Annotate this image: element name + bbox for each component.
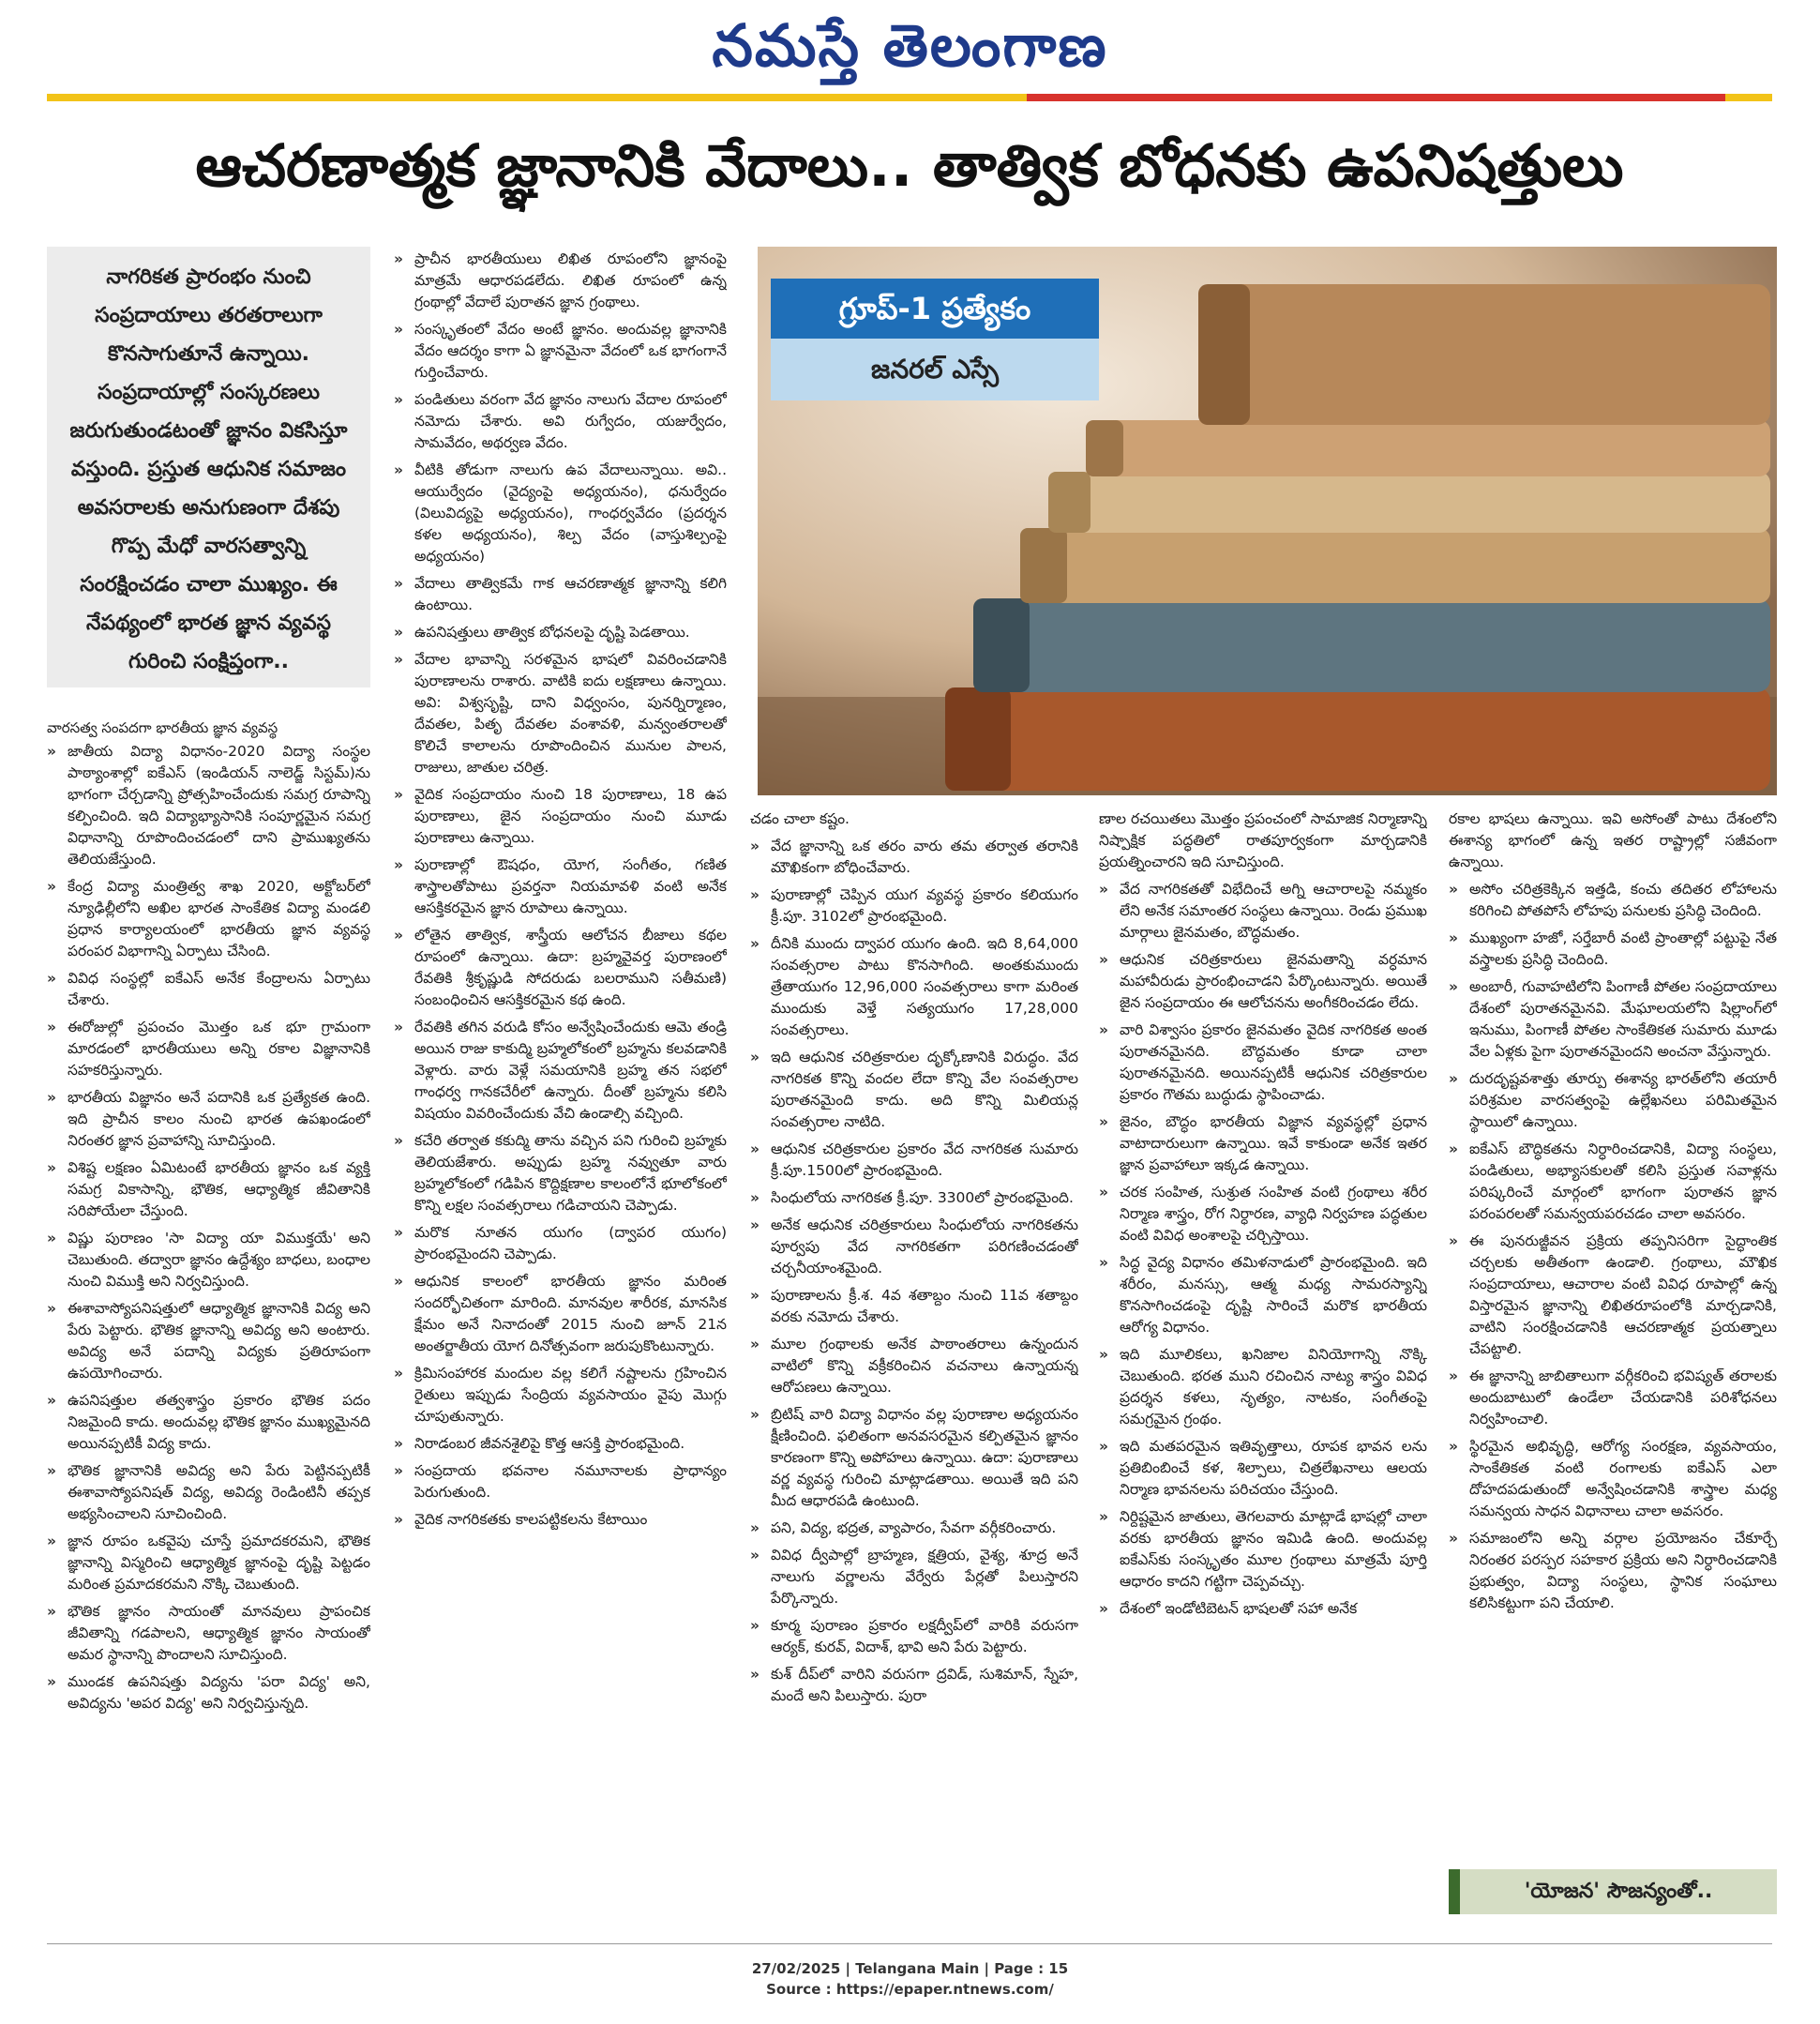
paragraph bbox=[1099, 1020, 1427, 1106]
bullet-icon: » bbox=[1449, 1070, 1459, 1087]
paragraph bbox=[1099, 949, 1427, 1014]
paragraph-text: సంస్కృతంలో వేదం అంటే జ్ఞానం. అందువల్ల జ్ఞానానికి వేదం ఆదర్శం కాగా ఏ జ్ఞానమైనా వేదంలో ఒక భాగంగానే గుర్తించేవారు. bbox=[414, 321, 727, 381]
paragraph-text: జ్ఞాన రూపం ఒకవైపు చూస్తే ప్రమాదకరమని, భౌతిక జ్ఞానాన్ని విస్మరించి ఆధ్యాత్మిక జ్ఞానంపై దృష్టి పెట్టడం మరింత ప్రమాదకరమని నొక్కి చెబుతుంది. bbox=[68, 1533, 370, 1593]
bullet-icon: » bbox=[47, 1392, 57, 1409]
paragraph bbox=[394, 249, 727, 313]
bullet-icon: » bbox=[394, 1224, 404, 1241]
paragraph-text: లోతైన తాత్విక, శాస్త్రీయ ఆలోచన బీజాలు కథల రూపంలో ఉన్నాయి. ఉదా: బ్రహ్మవైవర్త పురాణంలో రేవతికి శ్రీకృష్ణుడి సోదరుడు బలరాముని సతీమణి) సంబంధించిన ఆసక్తికరమైన కథ ఉంది. bbox=[414, 927, 727, 1008]
bullet-icon: » bbox=[47, 1673, 57, 1690]
bullet-icon: » bbox=[47, 970, 57, 987]
bullet-icon: » bbox=[1099, 1021, 1109, 1038]
paragraph bbox=[47, 1228, 370, 1292]
bullet-icon: » bbox=[1449, 1438, 1459, 1455]
special-badge bbox=[771, 279, 1099, 400]
bullet-icon: » bbox=[394, 250, 404, 267]
bullet-icon: » bbox=[47, 1159, 57, 1176]
paragraph-text: వేదాలు తాత్వికమే గాక ఆచరణాత్మక జ్ఞానాన్ని కలిగి ఉంటాయి. bbox=[414, 575, 727, 613]
section-title: వారసత్వ సంపదగా భారతీయ జ్ఞాన వ్యవస్థ bbox=[47, 719, 278, 736]
paragraph-text: అసోం చరిత్రకెక్కిన ఇత్తడి, కంచు తదితర లోహాలను కరిగించి పోతపోసే లోహపు పనులకు ప్రసిద్ధి చెందింది. bbox=[1469, 881, 1777, 919]
paragraph-text: భారతీయ విజ్ఞానం అనే పదానికి ఒక ప్రత్యేకత ఉంది. ఇది ప్రాచీన కాలం నుంచి భారత ఉపఖండంలో నిరంతర జ్ఞాన ప్రవాహాన్ని సూచిస్తుంది. bbox=[68, 1089, 370, 1149]
paragraph-text: సంప్రదాయ భవనాల నమూనాలకు ప్రాధాన్యం పెరుగుతుంది. bbox=[414, 1462, 727, 1501]
paragraph bbox=[47, 741, 370, 870]
paragraph-text: ముఖ్యంగా హజో, సర్తేబారీ వంటి ప్రాంతాల్లో పట్టుపై నేత వస్త్రాలకు ప్రసిద్ధి చెందింది. bbox=[1469, 929, 1777, 968]
paragraph-text: వేదాల భావాన్ని సరళమైన భాషలో వివరించడానికి పురాణాలను రాశారు. వాటికి ఐదు లక్షణాలు ఉన్నాయి. అవి: విశ్వసృష్టి, దాని విధ్వంసం, పునర్నిర్మాణం, దేవతల, పితృ దేవతల వంశావళి, మన్వంతరాలతో కొలిచే కాలాలను రూపొందించిన మునుల పాలన, రాజులు, జాతుల చరిత్ర. bbox=[414, 651, 727, 776]
bullet-icon: » bbox=[1449, 1232, 1459, 1249]
paragraph bbox=[47, 1087, 370, 1152]
paragraph bbox=[1449, 1436, 1777, 1522]
paragraph-text: పురాణాలను క్రీ.శ. 4వ శతాబ్దం నుంచి 11వ శతాబ్దం వరకు నమోదు చేశారు. bbox=[771, 1287, 1078, 1325]
bullet-icon: » bbox=[1099, 1184, 1109, 1201]
paragraph-text: పని, విద్య, భద్రత, వ్యాపారం, సేవగా వర్గీకరించారు. bbox=[771, 1519, 1057, 1536]
paragraph-text: ఆధునిక చరిత్రకారులు జైనమతాన్ని వర్ధమాన మహావీరుడు ప్రారంభించాడని పేర్కొంటున్నారు. అయితే జైన సంప్రదాయం ఈ ఆలోచనను అంగీకరించడం లేదు. bbox=[1120, 951, 1427, 1011]
bullet-icon: » bbox=[47, 1230, 57, 1246]
paragraph-text: సిద్ధ వైద్య విధానం తమిళనాడులో ప్రారంభమైంది. ఇది శరీరం, మనస్సు, ఆత్మ మధ్య సామరస్యాన్ని కొనసాగించడంపై దృష్టి సారించే మరొక భారతీయ ఆరోగ్య విధానం. bbox=[1120, 1254, 1427, 1336]
bullet-icon: » bbox=[1099, 881, 1109, 898]
paragraph-text: దీనికి ముందు ద్వాపర యుగం ఉంది. ఇది 8,64,000 సంవత్సరాల పాటు కొనసాగింది. అంతకుముందు త్రేతాయుగం 12,96,000 సంవత్సరాలు కాగా మరింత ముందుకు వెళ్తే సత్యయుగం 17,28,000 సంవత్సరాలు. bbox=[771, 935, 1078, 1038]
paragraph bbox=[750, 1545, 1078, 1609]
paragraph bbox=[1099, 879, 1427, 944]
paragraph-text: ఈశావాస్యోపనిషత్తులో ఆధ్యాత్మిక జ్ఞానానికి విద్య అని పేరు పెట్టారు. భౌతిక జ్ఞానాన్ని అవిద్య అని అంటారు. అవిద్య అనే పదాన్ని విద్యకు ప్రతిరూపంగా ఉపయోగించారు. bbox=[68, 1300, 370, 1382]
paragraph-text: భౌతిక జ్ఞానం సాయంతో మానవులు ప్రాపంచిక జీవితాన్ని గడపాలని, ఆధ్యాత్మిక జ్ఞానం సాయంతో అమర స్థానాన్ని పొందాలని సూచిస్తుంది. bbox=[68, 1603, 370, 1663]
paragraph bbox=[394, 1271, 727, 1357]
paragraph bbox=[750, 1285, 1078, 1328]
paragraph bbox=[1449, 976, 1777, 1063]
paragraph bbox=[1449, 1231, 1777, 1360]
paragraph-text: ఉపనిషత్తులు తాత్విక బోధనలపై దృష్టి పెడతాయి. bbox=[414, 624, 690, 641]
paragraph-text: విష్ణు పురాణం 'సా విద్యా యా విముక్తయే' అని చెబుతుంది. తద్వారా జ్ఞానం ఉద్దేశ్యం బాధలు, బంధాల నుంచి విముక్తి అని నిర్వచిస్తుంది. bbox=[68, 1230, 370, 1290]
paragraph bbox=[394, 389, 727, 454]
paragraph-text: వేద జ్ఞానాన్ని ఒక తరం వారు తమ తర్వాత తరానికి మౌఖికంగా బోధించేవారు. bbox=[771, 838, 1078, 876]
paragraph bbox=[394, 1222, 727, 1265]
paragraph bbox=[394, 1017, 727, 1125]
credit-box: 'యోజన' సౌజన్యంతో.. bbox=[1449, 1869, 1777, 1914]
bullet-icon: » bbox=[1449, 881, 1459, 898]
paragraph bbox=[750, 808, 1078, 830]
paragraph bbox=[1449, 1528, 1777, 1614]
bullet-icon: » bbox=[1099, 1600, 1109, 1617]
paragraph-text: ఇది ఆధునిక చరిత్రకారుల దృక్కోణానికి విరుద్ధం. వేద నాగరికత కొన్ని వందల లేదా కొన్ని వేల సంవత్సరాల పురాతనమైంది కాదు. అది కొన్ని మిలియన్ల సంవత్సరాల నాటిది. bbox=[771, 1049, 1078, 1130]
paragraph bbox=[47, 1157, 370, 1222]
paragraph-text: క్రిమిసంహారక మందుల వల్ల కలిగే నష్టాలను గ్రహించిన రైతులు ఇప్పుడు సేంద్రియ వ్యవసాయం వైపు మొగ్గు చూపుతున్నారు. bbox=[414, 1365, 727, 1425]
footer-source: Source : https://epaper.ntnews.com/ bbox=[766, 1981, 1054, 1998]
paragraph bbox=[1449, 879, 1777, 922]
paragraph-text: వివిధ ద్వీపాల్లో బ్రాహ్మణ, క్షత్రియ, వైశ్య, శూద్ర అనే నాలుగు వర్ణాలను వేర్వేరు పేర్లతో పిలుస్తారని పేర్కొన్నారు. bbox=[771, 1547, 1078, 1607]
bullet-icon: » bbox=[394, 856, 404, 873]
paragraph-text: ఈరోజుల్లో ప్రపంచం మొత్తం ఒక భూ గ్రామంగా మారడంలో భారతీయులు అన్ని రకాల విజ్ఞానానికి సహకరిస్తున్నారు. bbox=[68, 1019, 370, 1079]
paragraph bbox=[750, 1334, 1078, 1398]
bullet-icon: » bbox=[750, 1336, 760, 1352]
paragraph bbox=[750, 1518, 1078, 1539]
bullet-icon: » bbox=[394, 575, 404, 592]
column-5 bbox=[1449, 808, 1777, 1918]
paragraph bbox=[394, 784, 727, 849]
bullet-icon: » bbox=[750, 838, 760, 854]
paragraph-text: ఈ పునరుజ్జీవన ప్రక్రియ తప్పనిసరిగా సైద్ధాంతిక చర్చలకు అతీతంగా ఉండాలి. గ్రంథాలు, మౌఖిక సంప్రదాయాలు, ఆచారాల వంటి వివిధ రూపాల్లో ఉన్న విస్తారమైన జ్ఞానాన్ని లిఖితరూపంలోకి మార్చడానికి, వాటిని సంరక్షించడానికి ఆచరణాత్మక ప్రయత్నాలు చేపట్టాలి. bbox=[1469, 1232, 1777, 1357]
paragraph-text: ఇది మూలికలు, ఖనిజాల వినియోగాన్ని నొక్కి చెబుతుంది. భరత ముని రచించిన నాట్య శాస్త్రం వివిధ ప్రదర్శన కళలు, నృత్యం, నాటకం, సంగీతంపై సమగ్రమైన గ్రంథం. bbox=[1120, 1346, 1427, 1427]
paragraph bbox=[394, 854, 727, 919]
paragraph-text: ఉపనిషత్తుల తత్వశాస్త్రం ప్రకారం భౌతిక పదం నిజమైంది కాదు. అందువల్ల భౌతిక జ్ఞానం ముఖ్యమైనది అయినప్పటికీ విద్య కాదు. bbox=[68, 1392, 370, 1452]
bullet-icon: » bbox=[750, 1049, 760, 1065]
bullet-icon: » bbox=[394, 1462, 404, 1479]
paragraph-text: జాతీయ విద్యా విధానం-2020 విద్యా సంస్థల పాఠ్యాంశాల్లో ఐకేఎస్ (ఇండియన్ నాలెడ్జ్ సిస్టమ్)ను భాగంగా చేర్చడాన్ని ప్రోత్సహించేందుకు సమగ్ర రూపాన్ని కల్పించింది. ఇది విద్యాభ్యాసానికి సంపూర్ణమైన సమగ్ర విధానాన్ని రూపొందించడంలో దాని ప్రాముఖ్యతను తెలియజేస్తుంది. bbox=[68, 743, 370, 868]
paragraph-text: దురదృష్టవశాత్తు తూర్పు ఈశాన్య భారత్‌లోని తయారీ పరిశ్రమల వారసత్వంపై ఉల్లేఖనలు పరిమితమైన స్థాయిలో ఉన్నాయి. bbox=[1469, 1070, 1777, 1130]
paragraph-text: ప్రాచీన భారతీయులు లిఖిత రూపంలోని జ్ఞానంపై మాత్రమే ఆధారపడలేదు. లిఖిత రూపంలో ఉన్న గ్రంథాల్లో వేదాలే పురాతన జ్ఞాన గ్రంథాలు. bbox=[414, 250, 727, 310]
paragraph bbox=[750, 1615, 1078, 1658]
bullet-icon: » bbox=[394, 927, 404, 944]
paragraph-text: సమాజంలోని అన్ని వర్గాల ప్రయోజనం చేకూర్చే నిరంతర పరస్పర సహకార ప్రక్రియ అని నిర్ధారించడానికి ప్రభుత్వం, విద్యా సంస్థలు, స్థానిక సంఘాలు కలిసికట్టుగా పని చేయాలి. bbox=[1469, 1530, 1777, 1611]
paragraph-text: మూల గ్రంథాలకు అనేక పాఠాంతరాలు ఉన్నందున వాటిలో కొన్ని వక్రీకరించిన వచనాలు ఉన్నాయన్న ఆరోపణలు ఉన్నాయి. bbox=[771, 1336, 1078, 1396]
bullet-icon: » bbox=[394, 1435, 404, 1452]
paragraph bbox=[750, 1139, 1078, 1182]
paragraph-text: రకాల భాషలు ఉన్నాయి. ఇవి అసోంతో పాటు దేశంలోని ఈశాన్య భాగంలో ఉన్న ఇతర రాష్ట్రాల్లో సజీవంగా ఉన్నాయి. bbox=[1449, 810, 1777, 870]
paragraph bbox=[394, 319, 727, 384]
article-headline: ఆచరణాత్మక జ్ఞానానికి వేదాలు.. తాత్విక బోధనకు ఉపనిషత్తులు bbox=[195, 131, 1624, 200]
paragraph-text: చడం చాలా కష్టం. bbox=[750, 810, 850, 827]
paragraph bbox=[47, 1390, 370, 1455]
bullet-icon: » bbox=[750, 1406, 760, 1423]
paragraph bbox=[1449, 1366, 1777, 1430]
paragraph bbox=[47, 1531, 370, 1595]
bullet-icon: » bbox=[394, 391, 404, 408]
bullet-icon: » bbox=[750, 886, 760, 903]
footer-rule bbox=[47, 1943, 1772, 1944]
bullet-icon: » bbox=[47, 1533, 57, 1549]
paragraph bbox=[1449, 1068, 1777, 1133]
footer-edition-info: 27/02/2025 | Telangana Main | Page : 15 bbox=[751, 1960, 1069, 1977]
bullet-icon: » bbox=[47, 1603, 57, 1620]
paragraph bbox=[750, 1664, 1078, 1707]
paragraph-text: పురాణాల్లో చెప్పిన యుగ వ్యవస్థ ప్రకారం కలియుగం క్రీ.పూ. 3102లో ప్రారంభమైంది. bbox=[771, 886, 1078, 925]
bullet-icon: » bbox=[394, 624, 404, 641]
bullet-icon: » bbox=[47, 878, 57, 895]
paragraph-text: బ్రిటిష్ వారి విద్యా విధానం వల్ల పురాణాల అధ్యయనం క్షీణించింది. ఫలితంగా అనవసరమైన కల్పితమైన జ్ఞానం కారణంగా కొన్ని అపోహలు ఉన్నాయి. ఉదా: పురాణాలు వర్ణ వ్యవస్థ గురించి మాట్లాడతాయి. అయితే ఇది పని మీద ఆధారపడి ఉంటుంది. bbox=[771, 1406, 1078, 1509]
bullet-icon: » bbox=[750, 1216, 760, 1233]
paragraph-text: మరొక నూతన యుగం (ద్వాపర యుగం) ప్రారంభమైందని చెప్పాడు. bbox=[414, 1224, 727, 1262]
paragraph bbox=[394, 1460, 727, 1503]
paragraph bbox=[47, 968, 370, 1011]
bullet-icon: » bbox=[750, 1189, 760, 1206]
paragraph bbox=[394, 1433, 727, 1455]
bullet-icon: » bbox=[750, 1140, 760, 1157]
bullet-icon: » bbox=[750, 1547, 760, 1563]
paragraph-text: వారి విశ్వాసం ప్రకారం జైనమతం వైదిక నాగరికత అంత పురాతనమైనది. బౌద్ధమతం కూడా చాలా పురాతనమైనది. అయినప్పటికీ ఆధునిక చరిత్రకారుల ప్రకారం గౌతమ బుద్ధుడు స్థాపించాడు. bbox=[1120, 1021, 1427, 1103]
bullet-icon: » bbox=[394, 786, 404, 803]
column-2 bbox=[394, 249, 727, 1918]
paragraph-text: విశిష్ట లక్షణం ఏమిటంటే భారతీయ జ్ఞానం ఒక వ్యక్తి సమగ్ర వికాసాన్ని, భౌతిక, ఆధ్యాత్మిక జీవితానికి సరిపోయేలా చేస్తుంది. bbox=[68, 1159, 370, 1219]
masthead-logo: నమస్తే తెలంగాణ bbox=[712, 11, 1108, 80]
paragraph-text: రేవతికి తగిన వరుడి కోసం అన్వేషించేందుకు ఆమె తండ్రి అయిన రాజు కాకుద్మి బ్రహ్మలోకంలో బ్రహ్మను కలవడానికి వెళ్లారు. వారు వెళ్లే సమయానికి బ్రహ్మ తన సభలో గాంధర్వ గానకచేరీలో ఉన్నారు. దీంతో బ్రహ్మను కలిసి విషయం వివరించేందుకు వేచి ఉండాల్సి వచ్చింది. bbox=[414, 1019, 727, 1122]
paragraph-text: ణాల రచయితలు మొత్తం ప్రపంచంలో సామాజిక నిర్మాణాన్ని నిష్పాక్షిక పద్ధతిలో రాతపూర్వకంగా మార్చడానికి ప్రయత్నించారని ఇది సూచిస్తుంది. bbox=[1099, 810, 1427, 870]
column-4 bbox=[1099, 808, 1427, 1918]
bullet-icon: » bbox=[1099, 1508, 1109, 1525]
bullet-icon: » bbox=[1099, 1113, 1109, 1130]
paragraph-text: సింధులోయ నాగరికత క్రీ.పూ. 3300లో ప్రారంభమైంది. bbox=[771, 1189, 1074, 1206]
intro-box: నాగరికత ప్రారంభం నుంచి సంప్రదాయాలు తరతరాలుగా కొనసాగుతూనే ఉన్నాయి. సంప్రదాయాల్లో సంస్కరణలు జరుగుతుండటంతో జ్ఞానం వికసిస్తూ వస్తుంది. ప్రస్తుత ఆధునిక సమాజం అవసరాలకు అనుగుణంగా దేశపు గొప్ప మేధో వారసత్వాన్ని సంరక్షించడం చాలా ముఖ్యం. ఈ నేపథ్యంలో భారత జ్ఞాన వ్యవస్థ గురించి సంక్షిప్తంగా.. bbox=[47, 247, 370, 687]
paragraph bbox=[1449, 808, 1777, 873]
paragraph bbox=[1099, 1506, 1427, 1593]
paragraph bbox=[47, 876, 370, 962]
paragraph-text: నిరాడంబర జీవనశైలిపై కొత్త ఆసక్తి ప్రారంభమైంది. bbox=[414, 1435, 685, 1452]
bullet-icon: » bbox=[750, 1519, 760, 1536]
bullet-icon: » bbox=[394, 1273, 404, 1290]
bullet-icon: » bbox=[750, 1617, 760, 1634]
paragraph-text: వైదిక నాగరికతకు కాలపట్టికలను కేటాయిం bbox=[414, 1511, 648, 1528]
bullet-icon: » bbox=[1099, 951, 1109, 968]
paragraph-text: జైనం, బౌద్ధం భారతీయ విజ్ఞాన వ్యవస్థల్లో ప్రధాన వాటాదారులుగా ఉన్నాయి. ఇవే కాకుండా అనేక ఇతర జ్ఞాన ప్రవాహాలూ ఇక్కడ ఉన్నాయి. bbox=[1120, 1113, 1427, 1173]
paragraph bbox=[1449, 1139, 1777, 1225]
paragraph-text: పండితులు వరంగా వేద జ్ఞానం నాలుగు వేదాల రూపంలో నమోదు చేశారు. అవి రుగ్వేదం, యజుర్వేదం, సామవేదం, అథర్వణ వేదం. bbox=[414, 391, 727, 451]
bullet-icon: » bbox=[47, 1300, 57, 1317]
paragraph-text: కూర్మ పురాణం ప్రకారం లక్షద్వీప్‌లో వారికి వరుసగా ఆర్యక్, కురవ్, విదాశ్, భావి అని పేరు పెట్టారు. bbox=[771, 1617, 1078, 1655]
bullet-icon: » bbox=[394, 321, 404, 338]
paragraph bbox=[1099, 1182, 1427, 1246]
bullet-icon: » bbox=[1449, 1367, 1459, 1384]
paragraph bbox=[750, 933, 1078, 1041]
paragraph bbox=[47, 1017, 370, 1081]
column-1 bbox=[47, 741, 370, 1918]
paragraph-text: ఇది మతపరమైన ఇతివృత్తాలు, రూపక భావన లను ప్రతిబింబించే కళ, శిల్పాలు, చిత్రలేఖనాలు ఆలయ నిర్మాణ భావనలను పరిచయం చేస్తుంది. bbox=[1120, 1438, 1427, 1498]
bullet-icon: » bbox=[1099, 1254, 1109, 1271]
paragraph-text: కచేరి తర్వాత కకుద్మి తాను వచ్చిన పని గురించి బ్రహ్మకు తెలియజేశారు. అప్పుడు బ్రహ్మ నవ్వుతూ వారు బ్రహ్మలోకంలో గడిపిన కొద్దిక్షణాల కాలంలోనే భూలోకంలో కొన్ని లక్షల సంవత్సరాలు గడిచాయని చెప్పాడు. bbox=[414, 1132, 727, 1214]
paragraph bbox=[394, 460, 727, 567]
paragraph bbox=[394, 1509, 727, 1531]
bullet-icon: » bbox=[47, 1089, 57, 1106]
badge-title: గ్రూప్-1 ప్రత్యేకం bbox=[771, 279, 1099, 339]
bullet-icon: » bbox=[1449, 1530, 1459, 1547]
paragraph-text: నిర్దిష్టమైన జాతులు, తెగలవారు మాట్లాడే భాషల్లో చాలా వరకు భారతీయ జ్ఞానం ఇమిడి ఉంది. అందువల్ల ఐకేఎస్‌కు సంస్కృతం మూల గ్రంథాలు మాత్రమే పూర్తి ఆధారం కాదని గట్టిగా చెప్పవచ్చు. bbox=[1120, 1508, 1427, 1590]
paragraph bbox=[750, 1404, 1078, 1512]
bullet-icon: » bbox=[1449, 929, 1459, 946]
paragraph bbox=[1099, 1252, 1427, 1338]
paragraph bbox=[394, 649, 727, 778]
paragraph-text: ఆధునిక చరిత్రకారుల ప్రకారం వేద నాగరికత సుమారు క్రీ.పూ.1500లో ప్రారంభమైంది. bbox=[771, 1140, 1078, 1179]
paragraph-text: పురాణాల్లో ఔషధం, యోగ, సంగీతం, గణిత శాస్త్రాలతోపాటు ప్రవర్తనా నియమావళి వంటి అనేక ఆసక్తికరమైన జ్ఞాన రూపాలు ఉన్నాయి. bbox=[414, 856, 727, 916]
paragraph bbox=[394, 1363, 727, 1427]
paragraph bbox=[750, 836, 1078, 879]
bullet-icon: » bbox=[394, 651, 404, 668]
masthead-rule-accent bbox=[1027, 94, 1725, 101]
paragraph-text: ఆధునిక కాలంలో భారతీయ జ్ఞానం మరింత సందర్భోచితంగా మారింది. మానవుల శారీరక, మానసిక క్షేమం అనే నినాదంతో 2015 నుంచి జూన్ 21న అంతర్జాతీయ యోగ దినోత్సవంగా జరుపుకొంటున్నారు. bbox=[414, 1273, 727, 1354]
bullet-icon: » bbox=[1099, 1438, 1109, 1455]
paragraph-text: ఐకేఎస్ బౌద్ధికతను నిర్ధారించడానికి, విద్యా సంస్థలు, పండితులు, అభ్యాసకులతో కలిసి ప్రస్తుత సవాళ్లను పరిష్కరించే మార్గంలో భాగంగా పురాతన జ్ఞాన పరంపరలతో సమన్వయపరచడం చాలా అవసరం. bbox=[1469, 1140, 1777, 1222]
bullet-icon: » bbox=[47, 743, 57, 760]
paragraph bbox=[1099, 1436, 1427, 1501]
paragraph bbox=[394, 573, 727, 616]
paragraph bbox=[750, 1047, 1078, 1133]
bullet-icon: » bbox=[1099, 1346, 1109, 1363]
paragraph bbox=[47, 1460, 370, 1525]
bullet-icon: » bbox=[750, 935, 760, 952]
paragraph-text: ముండక ఉపనిషత్తు విద్యను 'పరా విద్య' అని, అవిద్యను 'అపర విద్య' అని నిర్వచిస్తున్నది. bbox=[68, 1673, 370, 1712]
bullet-icon: » bbox=[394, 461, 404, 478]
bullet-icon: » bbox=[750, 1287, 760, 1304]
bullet-icon: » bbox=[394, 1132, 404, 1149]
paragraph-text: అనేక ఆధునిక చరిత్రకారులు సింధులోయ నాగరికతను పూర్వపు వేద నాగరికతగా పరిగణించడంతో చర్చనీయాంశమైంది. bbox=[771, 1216, 1078, 1276]
bullet-icon: » bbox=[394, 1365, 404, 1382]
paragraph bbox=[1099, 1344, 1427, 1430]
paragraph-text: చరక సంహిత, సుశ్రుత సంహిత వంటి గ్రంథాలు శరీర నిర్మాణ శాస్త్రం, రోగ నిర్ధారణ, వ్యాధి నిర్వహణ పద్ధతుల వంటి వివిధ అంశాలపై చర్చిస్తాయి. bbox=[1120, 1184, 1427, 1244]
paragraph-text: అంబారీ, గువాహటిలోని పింగాణీ పోతల సంప్రదాయాలు దేశంలో పురాతనమైనవి. మేఘాలయలోని షిల్లాంగ్‌లో ఇనుము, పింగాణీ పోతల సాంకేతికత సుమారు మూడు వేల ఏళ్లకు పైగా పురాతనమైందని అంచనా వేస్తున్నారు. bbox=[1469, 978, 1777, 1060]
bullet-icon: » bbox=[47, 1019, 57, 1035]
paragraph-text: స్థిరమైన అభివృద్ధి, ఆరోగ్య సంరక్షణ, వ్యవసాయం, సాంకేతికత వంటి రంగాలకు ఐకేఎస్ ఎలా దోహదపడుతుందో అన్వేషించడానికి శాస్త్రాల మధ్య సమన్వయ సాధన విధానాలు చాలా అవసరం. bbox=[1469, 1438, 1777, 1519]
bullet-icon: » bbox=[47, 1462, 57, 1479]
paragraph bbox=[394, 622, 727, 643]
paragraph-text: వివిధ సంస్థల్లో ఐకేఎస్ అనేక కేంద్రాలను ఏర్పాటు చేశారు. bbox=[68, 970, 370, 1008]
paragraph bbox=[1099, 808, 1427, 873]
paragraph-text: కేంద్ర విద్యా మంత్రిత్వ శాఖ 2020, అక్టోబర్‌లో న్యూఢిల్లీలోని అఖిల భారత సాంకేతిక విద్యా మండలి ప్రధాన కార్యాలయంలో భారతీయ జ్ఞాన వ్యవస్థ పరంపర విభాగాన్ని ఏర్పాటు చేసింది. bbox=[68, 878, 370, 959]
paragraph-text: భౌతిక జ్ఞానానికి అవిద్య అని పేరు పెట్టినప్పటికీ ఈశావాస్యోపనిషత్ విద్య, అవిద్య రెండింటినీ తప్పక అభ్యసించాలని సూచించింది. bbox=[68, 1462, 370, 1522]
paragraph-text: కుశ్ దీప్‌లో వారిని వరుసగా ద్రవిడ్, సుశిమాన్, స్నేహ, మందే అని పిలుస్తారు. పురా bbox=[771, 1666, 1078, 1704]
paragraph bbox=[750, 884, 1078, 928]
paragraph-text: దేశంలో ఇండోటిబెటన్ భాషలతో సహా అనేక bbox=[1120, 1600, 1358, 1617]
paragraph-text: వేద నాగరికతతో విభేదించే అగ్ని ఆచారాలపై నమ్మకం లేని అనేక సమాంతర సంస్థలు ఉన్నాయి. రెండు ప్రముఖ మార్గాలు జైనమతం, బౌద్ధమతం. bbox=[1120, 881, 1427, 941]
paragraph bbox=[394, 925, 727, 1011]
paragraph bbox=[47, 1601, 370, 1666]
column-3 bbox=[750, 808, 1078, 1918]
bullet-icon: » bbox=[1449, 978, 1459, 995]
paragraph bbox=[1099, 1111, 1427, 1176]
paragraph bbox=[47, 1298, 370, 1384]
paragraph bbox=[47, 1671, 370, 1714]
paragraph-text: వీటికి తోడుగా నాలుగు ఉప వేదాలున్నాయి. అవి.. ఆయుర్వేదం (వైద్యంపై అధ్యయనం), ధనుర్వేదం (విలువిద్యపై అధ్యయనం), గాంధర్వవేదం (ప్రదర్శన కళల అధ్యయనం), శిల్ప వేదం (వాస్తుశిల్పంపై అధ్యయనం) bbox=[414, 461, 727, 565]
paragraph-text: వైదిక సంప్రదాయం నుంచి 18 పురాణాలు, 18 ఉప పురాణాలు, జైన సంప్రదాయం నుంచి మూడు పురాణాలు ఉన్నాయి. bbox=[414, 786, 727, 846]
paragraph bbox=[750, 1215, 1078, 1279]
paragraph bbox=[750, 1187, 1078, 1209]
badge-subtitle: జనరల్ ఎస్సే bbox=[870, 354, 1000, 385]
bullet-icon: » bbox=[750, 1666, 760, 1683]
bullet-icon: » bbox=[394, 1019, 404, 1035]
paragraph bbox=[1099, 1598, 1427, 1620]
paragraph bbox=[1449, 928, 1777, 971]
paragraph-text: ఈ జ్ఞానాన్ని జాబితాలుగా వర్గీకరించి భవిష్యత్ తరాలకు అందుబాటులో ఉండేలా చేయడానికి పరిశోధనలు నిర్వహించాలి. bbox=[1469, 1367, 1777, 1427]
bullet-icon: » bbox=[1449, 1140, 1459, 1157]
paragraph bbox=[394, 1130, 727, 1216]
bullet-icon: » bbox=[394, 1511, 404, 1528]
